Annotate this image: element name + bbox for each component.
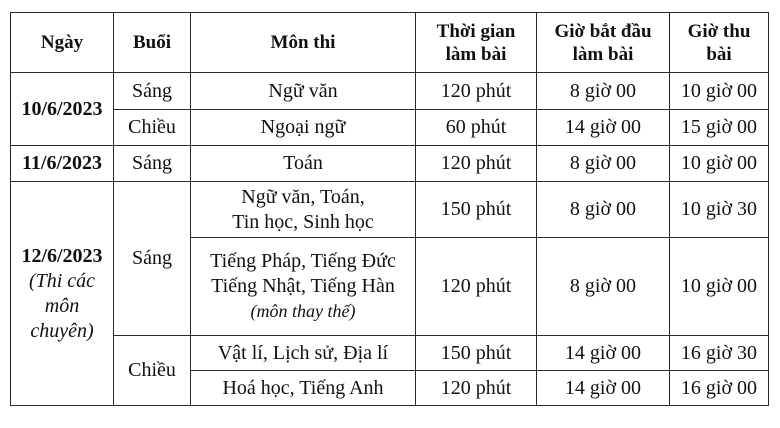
- start-time-cell: 14 giờ 00: [537, 110, 670, 146]
- table-row: [11, 110, 769, 146]
- header-session: Buổi: [114, 13, 191, 73]
- end-time-cell: 10 giờ 00: [670, 146, 769, 182]
- start-time-cell: 14 giờ 00: [537, 336, 670, 371]
- header-start-time: [537, 13, 670, 73]
- subject-cell: Toán: [191, 146, 416, 182]
- subject-cell: [191, 238, 416, 336]
- duration-cell: 60 phút: [416, 110, 537, 146]
- header-end-time: [670, 13, 769, 73]
- header-end-line: Giờ thu: [687, 20, 751, 42]
- header-start-line: làm bài: [572, 43, 634, 65]
- duration-cell: 120 phút: [416, 238, 537, 336]
- session-cell: Sáng: [114, 73, 191, 110]
- end-time-cell: 10 giờ 00: [670, 238, 769, 336]
- header-start-line: Giờ bắt đầu: [554, 20, 652, 42]
- start-time-cell: 8 giờ 00: [537, 238, 670, 336]
- table-row: [11, 73, 769, 110]
- date-note-line: chuyên): [30, 319, 94, 342]
- subject-cell: Hoá học, Tiếng Anh: [191, 371, 416, 406]
- session-cell: Sáng: [114, 146, 191, 182]
- subject-line: Tiếng Pháp, Tiếng Đức: [210, 250, 396, 272]
- date-note-line: môn: [44, 294, 80, 317]
- session-cell: Sáng: [114, 182, 191, 336]
- start-time-cell: 8 giờ 00: [537, 146, 670, 182]
- end-time-cell: 10 giờ 00: [670, 73, 769, 110]
- table-row: [11, 146, 769, 182]
- date-note-line: (Thi các: [28, 269, 96, 292]
- date-cell: 10/6/2023: [11, 73, 114, 146]
- start-time-cell: 8 giờ 00: [537, 182, 670, 238]
- table-row: [11, 182, 769, 238]
- header-duration-line: Thời gian: [436, 20, 516, 42]
- table-row: [11, 336, 769, 371]
- date-cell: [11, 182, 114, 406]
- duration-cell: 150 phút: [416, 336, 537, 371]
- duration-cell: 120 phút: [416, 371, 537, 406]
- duration-cell: 120 phút: [416, 73, 537, 110]
- end-time-cell: 15 giờ 00: [670, 110, 769, 146]
- subject-note: (môn thay thế): [250, 301, 356, 321]
- subject-line: Tin học, Sinh học: [232, 210, 374, 233]
- header-subject: Môn thi: [191, 13, 416, 73]
- session-cell: Chiều: [114, 110, 191, 146]
- duration-cell: 150 phút: [416, 182, 537, 238]
- subject-cell: [191, 182, 416, 238]
- end-time-cell: 10 giờ 30: [670, 182, 769, 238]
- date-text: 12/6/2023: [21, 244, 103, 267]
- start-time-cell: 8 giờ 00: [537, 73, 670, 110]
- subject-cell: Vật lí, Lịch sử, Địa lí: [191, 336, 416, 371]
- header-duration-line: làm bài: [445, 43, 507, 65]
- subject-line: Ngữ văn, Toán,: [241, 185, 365, 208]
- header-duration: [416, 13, 537, 73]
- subject-cell: Ngữ văn: [191, 73, 416, 110]
- header-end-line: bài: [706, 43, 732, 65]
- end-time-cell: 16 giờ 00: [670, 371, 769, 406]
- header-row: [11, 13, 769, 73]
- end-time-cell: 16 giờ 30: [670, 336, 769, 371]
- start-time-cell: 14 giờ 00: [537, 371, 670, 406]
- date-cell: 11/6/2023: [11, 146, 114, 182]
- header-date: Ngày: [11, 13, 114, 73]
- subject-line: Tiếng Nhật, Tiếng Hàn: [211, 275, 395, 297]
- subject-cell: Ngoại ngữ: [191, 110, 416, 146]
- session-cell: Chiều: [114, 336, 191, 406]
- exam-schedule-table: [10, 12, 769, 406]
- duration-cell: 120 phút: [416, 146, 537, 182]
